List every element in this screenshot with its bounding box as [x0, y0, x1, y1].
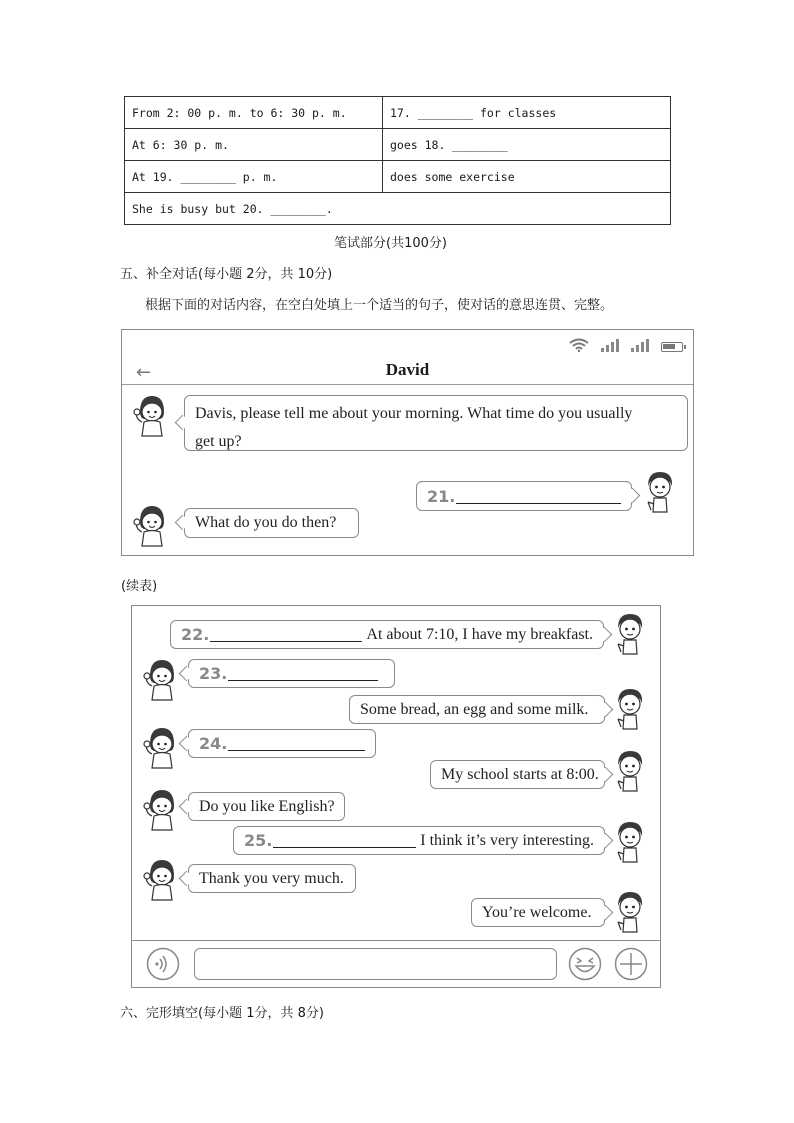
- section5-instruction: 根据下面的对话内容，在空白处填上一个适当的句子，使对话的意思连贯、完整。: [145, 298, 614, 313]
- back-arrow-icon[interactable]: ←: [136, 362, 152, 383]
- boy-avatar-icon: [610, 818, 650, 864]
- message-text: Thank you very much.: [199, 869, 344, 887]
- boy-avatar-icon: [610, 685, 650, 731]
- question-number: 23.: [199, 664, 228, 683]
- section5-title: 五、补全对话(每小题 2分，共 10分): [120, 267, 333, 282]
- header-divider: [122, 384, 693, 385]
- status-bar: [569, 338, 683, 352]
- table-cell: At 6: 30 p. m.: [125, 129, 383, 161]
- girl-avatar-icon: [132, 392, 172, 438]
- boy-avatar-icon: [640, 468, 680, 514]
- boy-avatar-icon: [610, 610, 650, 656]
- written-part-heading: 笔试部分(共100分): [334, 236, 447, 251]
- message-text: get up?: [195, 433, 242, 450]
- table-cell: goes 18. ________: [383, 129, 671, 161]
- input-bar-divider: [132, 940, 660, 941]
- schedule-table: [124, 96, 671, 225]
- answer-blank[interactable]: [210, 627, 362, 642]
- section6-title: 六、完形填空(每小题 1分，共 8分): [120, 1006, 324, 1021]
- signal-icon: [601, 339, 619, 352]
- boy-avatar-icon: [610, 888, 650, 934]
- continued-label: (续表): [121, 579, 158, 594]
- table-cell: does some exercise: [383, 161, 671, 193]
- message-text: At about 7:10, I have my breakfast.: [366, 625, 593, 643]
- message-bubble: [430, 760, 605, 789]
- answer-blank[interactable]: [228, 666, 378, 681]
- battery-icon: [661, 342, 683, 352]
- answer-bubble-24: [188, 729, 376, 758]
- message-bubble: [170, 620, 604, 649]
- emoji-icon[interactable]: [568, 947, 602, 981]
- message-bubble: [349, 695, 605, 724]
- answer-blank[interactable]: [456, 489, 621, 504]
- contact-name: David: [385, 360, 430, 379]
- message-text: You’re welcome.: [482, 903, 592, 921]
- message-text: I think it’s very interesting.: [420, 831, 594, 849]
- voice-icon[interactable]: [146, 947, 180, 981]
- message-text: Do you like English?: [199, 797, 335, 815]
- signal-icon: [631, 339, 649, 352]
- plus-icon[interactable]: [614, 947, 648, 981]
- chat-window-2: [131, 605, 661, 988]
- message-text: What do you do then?: [195, 514, 337, 531]
- wifi-icon: [569, 338, 589, 352]
- girl-avatar-icon: [142, 856, 182, 902]
- message-bubble: [471, 898, 605, 927]
- table-cell: From 2: 00 p. m. to 6: 30 p. m.: [125, 97, 383, 129]
- answer-bubble-21: [416, 481, 632, 511]
- girl-avatar-icon: [142, 786, 182, 832]
- answer-bubble-23: [188, 659, 395, 688]
- chat-window-1: [121, 329, 694, 556]
- message-text: Some bread, an egg and some milk.: [360, 700, 589, 718]
- table-row: [125, 193, 671, 225]
- message-bubble: [188, 864, 356, 893]
- message-input[interactable]: [194, 948, 557, 980]
- message-bubble: [184, 508, 359, 538]
- table-cell: She is busy but 20. ________.: [125, 193, 671, 225]
- question-number: 24.: [199, 734, 228, 753]
- table-cell: At 19. ________ p. m.: [125, 161, 383, 193]
- question-number: 25.: [244, 831, 273, 850]
- table-cell: 17. ________ for classes: [383, 97, 671, 129]
- table-row: [125, 129, 671, 161]
- message-text: My school starts at 8:00.: [441, 765, 599, 783]
- girl-avatar-icon: [142, 656, 182, 702]
- question-number: 21.: [427, 486, 456, 506]
- girl-avatar-icon: [132, 502, 172, 548]
- message-bubble: [184, 395, 688, 451]
- message-bubble: [233, 826, 605, 855]
- answer-blank[interactable]: [273, 833, 416, 848]
- table-row: [125, 161, 671, 193]
- table-row: [125, 97, 671, 129]
- message-bubble: [188, 792, 345, 821]
- question-number: 22.: [181, 625, 210, 644]
- message-text: Davis, please tell me about your morning. What time do you usually: [195, 405, 633, 422]
- answer-blank[interactable]: [228, 736, 365, 751]
- girl-avatar-icon: [142, 724, 182, 770]
- boy-avatar-icon: [610, 747, 650, 793]
